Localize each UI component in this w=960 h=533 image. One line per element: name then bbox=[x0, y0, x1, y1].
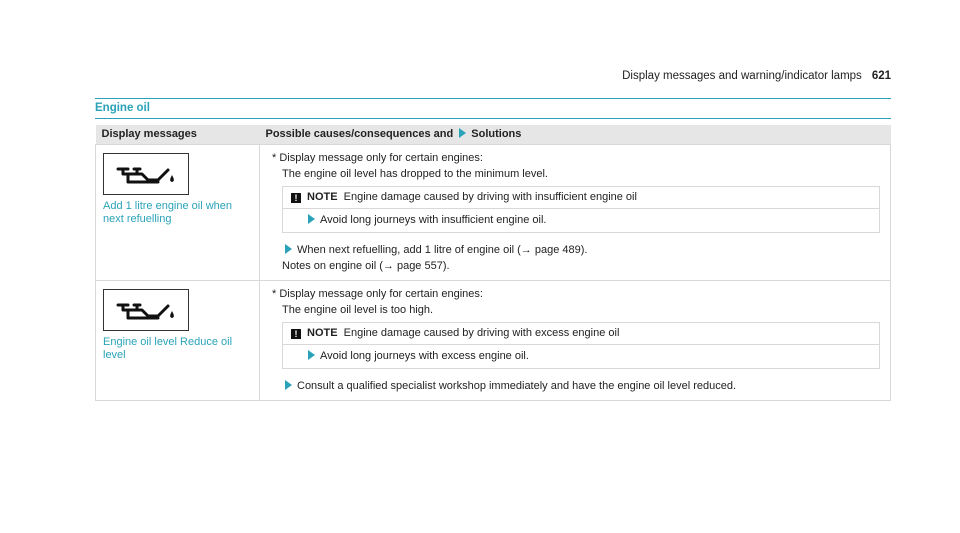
header-rule bbox=[95, 98, 891, 99]
solution-text: Consult a qualified specialist workshop immediately and have the engine oil level reduced. bbox=[297, 379, 737, 392]
section-title: Engine oil bbox=[95, 102, 150, 114]
message-cell bbox=[96, 144, 260, 280]
running-title: Display messages and warning/indicator lamps bbox=[622, 70, 862, 82]
section-rule bbox=[95, 118, 891, 119]
display-message-text[interactable]: Engine oil level Reduce oil level bbox=[103, 335, 233, 361]
note-text: Engine damage caused by driving with excess engine oil bbox=[343, 326, 620, 339]
note-header bbox=[283, 323, 879, 345]
note-step-text: Avoid long journeys with excess engine oil. bbox=[320, 349, 529, 362]
cause-text: The engine oil level is too high. bbox=[282, 303, 434, 316]
table-header-row bbox=[96, 125, 891, 144]
extra-reference[interactable]: Notes on engine oil (→ page 557). bbox=[282, 259, 450, 272]
note-box bbox=[282, 186, 880, 233]
note-box bbox=[282, 322, 880, 369]
col-header-solutions: Solutions bbox=[471, 128, 522, 141]
step-arrow-icon bbox=[285, 380, 292, 390]
step-arrow-icon bbox=[285, 244, 292, 254]
col-header-causes-solutions bbox=[260, 125, 891, 144]
col-header-display-messages: Display messages bbox=[96, 125, 260, 144]
step-arrow-icon bbox=[308, 350, 315, 360]
messages-table bbox=[95, 125, 891, 401]
engine-oil-can-icon bbox=[103, 289, 189, 331]
note-step bbox=[283, 345, 879, 368]
note-text: Engine damage caused by driving with insufficient engine oil bbox=[343, 190, 637, 203]
note-step-text: Avoid long journeys with insufficient engine oil. bbox=[320, 213, 547, 226]
message-cell bbox=[96, 280, 260, 400]
solution-step bbox=[272, 242, 882, 258]
note-header bbox=[283, 187, 879, 209]
asterisk-note: * Display message only for certain engines: bbox=[272, 287, 483, 300]
causes-cell bbox=[260, 280, 891, 400]
solution-step bbox=[272, 378, 882, 394]
note-label: NOTE bbox=[307, 326, 338, 339]
running-header bbox=[622, 70, 891, 82]
table-row bbox=[96, 280, 891, 400]
col-header-causes: Possible causes/consequences and bbox=[265, 128, 454, 141]
note-label: NOTE bbox=[307, 190, 338, 203]
solution-arrow-icon bbox=[459, 128, 466, 138]
cause-text: The engine oil level has dropped to the minimum level. bbox=[282, 167, 548, 180]
display-message-text[interactable]: Add 1 litre engine oil when next refuelling bbox=[103, 199, 233, 225]
step-arrow-icon bbox=[308, 214, 315, 224]
causes-cell bbox=[260, 144, 891, 280]
solution-text[interactable]: When next refuelling, add 1 litre of engine oil (→ page 489). bbox=[297, 243, 588, 256]
note-step bbox=[283, 209, 879, 232]
asterisk-note: * Display message only for certain engines: bbox=[272, 151, 483, 164]
engine-oil-can-icon bbox=[103, 153, 189, 195]
table-row bbox=[96, 144, 891, 280]
page-number: 621 bbox=[871, 70, 891, 82]
warning-icon: ! bbox=[291, 193, 301, 203]
warning-icon: ! bbox=[291, 329, 301, 339]
